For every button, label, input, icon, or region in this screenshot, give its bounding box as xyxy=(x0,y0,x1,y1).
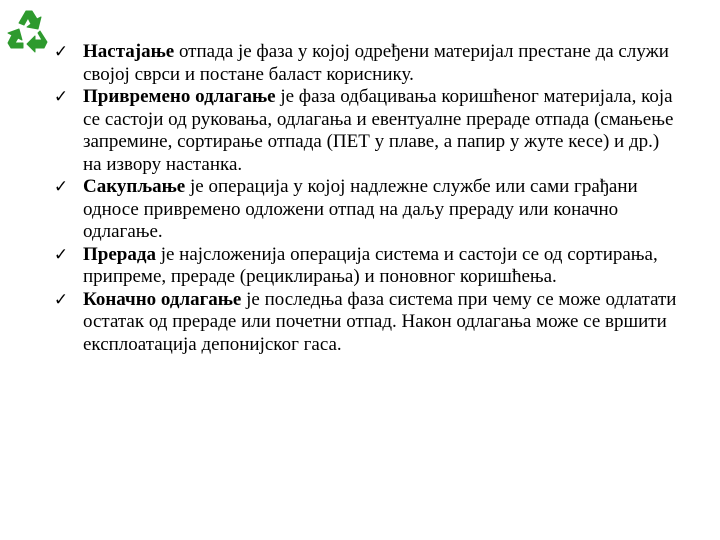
list-item xyxy=(0,176,720,244)
list-item xyxy=(0,244,720,289)
check-icon: ✓ xyxy=(53,87,69,107)
term: Прерада xyxy=(83,243,156,265)
check-icon: ✓ xyxy=(53,289,69,310)
item-text: је операција у којој надлежне службе или сами грађани односе привремено одложени отпад на даљу прераду или коначно одлагање. xyxy=(83,176,638,242)
term: Сакупљање xyxy=(83,176,186,197)
term: Настајање xyxy=(83,41,175,62)
term: Привремено одлагање xyxy=(83,86,276,107)
check-icon: ✓ xyxy=(53,177,69,197)
check-icon: ✓ xyxy=(53,244,69,265)
item-text: је најсложенија операција система и састоји се од сортирања, припреме, прераде (рециклирања) и поновног коришћења. xyxy=(83,243,658,287)
list-item xyxy=(0,289,720,357)
item-text: отпада је фаза у којој одређени материјал престане да служи својој сврси и постане баласт кориснику. xyxy=(83,41,669,85)
list-item xyxy=(0,41,720,86)
term: Коначно одлагање xyxy=(83,288,242,310)
bullet-list xyxy=(0,41,720,356)
item-text: је фаза одбацивања коришћеног материјала, која се састоји од руковања, одлагања и евентуалне прераде отпада (смањење запремине, сортирање отпада (ПЕТ у плаве, а папир у жуте кесе) и др.) на извору настанка. xyxy=(83,86,674,175)
check-icon: ✓ xyxy=(53,42,69,62)
item-text: је последња фаза система при чему се може одлатати остатак од прераде или почетни отпад. Након одлагања може се вршити експлоатација депонијског гаса. xyxy=(83,288,677,355)
list-item xyxy=(0,86,720,176)
